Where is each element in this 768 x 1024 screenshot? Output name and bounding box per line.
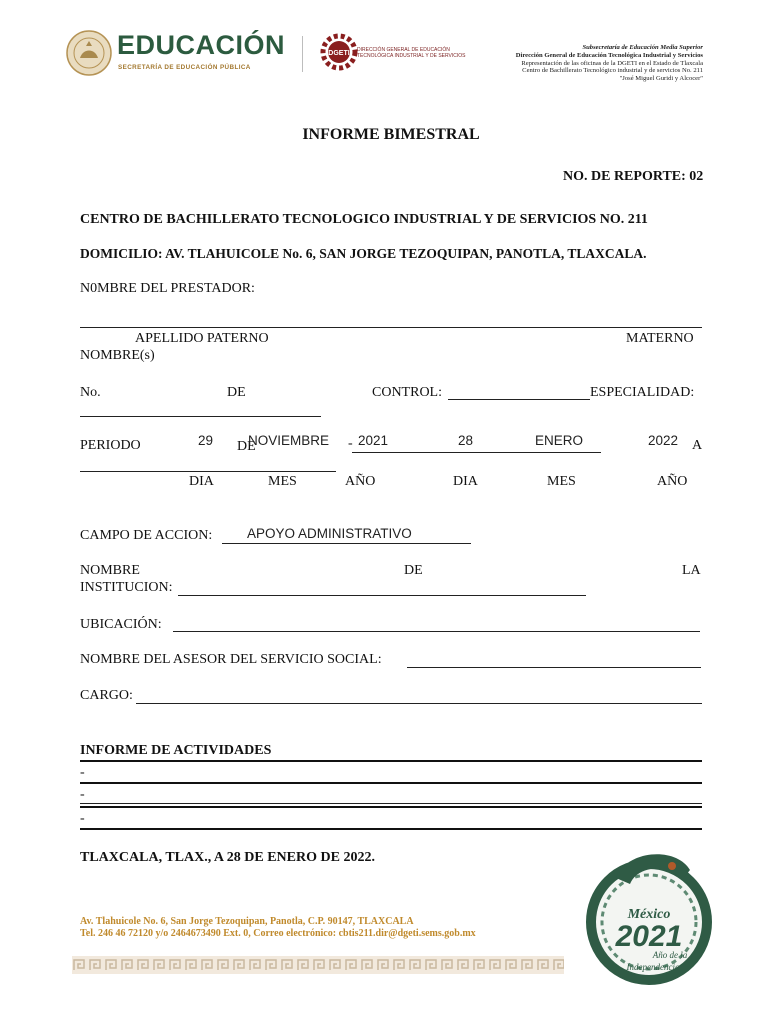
activity-line-2[interactable] [80,782,702,784]
campo-field-line [222,543,471,544]
campo-value[interactable]: APOYO ADMINISTRATIVO [247,526,412,541]
header-divider [302,36,303,72]
provider-name-line[interactable] [80,327,702,328]
activity-bullet-1: - [80,765,85,780]
nombre-la-label: LA [682,563,701,578]
report-number: NO. DE REPORTE: 02 [563,169,704,184]
nombres-label: NOMBRE(s) [80,348,155,363]
activity-line-3[interactable] [80,806,702,808]
dgeti-gear-icon [320,30,358,76]
dgeti-line-1: DIRECCIÓN GENERAL DE EDUCACIÓN [357,47,450,53]
footer-ornament [72,956,564,974]
serpent-emblem-icon [586,840,712,990]
period-start-line [352,452,601,453]
dia-label-1: DIA [189,474,214,489]
mexico-seal-icon [66,30,112,76]
no-label: No. [80,385,101,400]
cargo-field[interactable] [136,703,702,704]
emblem-year: 2021 [615,920,683,953]
emblem-tagline-1: Año de la [652,950,688,960]
anio-label-1: AÑO [345,474,376,489]
especialidad-label: ESPECIALIDAD: [590,385,695,400]
place-date: TLAXCALA, TLAX., A 28 DE ENERO DE 2022. [80,850,375,865]
greek-fret-pattern-icon [72,956,564,974]
end-day-value[interactable]: 28 [458,433,474,448]
mes-label-2: MES [547,474,576,489]
footer-line-1: Av. Tlahuicole No. 6, San Jorge Tezoquipan, Panotla, C.P. 90147, TLAXCALA [80,916,414,927]
nombre-label: NOMBRE [80,563,140,578]
ubicacion-label: UBICACIÓN: [80,617,162,632]
activity-line-4[interactable] [80,828,702,830]
informe-label: INFORME DE ACTIVIDADES [80,743,272,758]
anio-label-2: AÑO [657,474,688,489]
footer-address [80,916,580,940]
footer-line-2: Tel. 246 46 72120 y/o 2464673490 Ext. 0, Correo electrónico: cbtis211.dir@dgeti.sems.gob.mx [80,928,476,939]
especialidad-field[interactable] [80,416,321,417]
dgeti-line-2: TECNOLÓGICA INDUSTRIAL Y DE SERVICIOS [357,53,466,59]
period-dash: - [348,436,353,451]
control-label: CONTROL: [372,385,442,400]
emblem-word: México [627,907,671,922]
mes-label-1: MES [268,474,297,489]
header-right-line-3: Representación de las oficinas de la DGETI en el Estado de Tlaxcala [521,59,703,67]
dgeti-name [357,47,467,59]
dia-label-2: DIA [453,474,478,489]
activity-line-1[interactable] [80,760,702,762]
header-right-line-2: Dirección General de Educación Tecnológica Industrial y Servicios [515,51,703,59]
nombre-de-label: DE [404,563,423,578]
emblem-tagline-2: Independencia [626,962,680,972]
cargo-label: CARGO: [80,688,133,703]
activity-bullet-2: - [80,787,85,802]
dgeti-logo [320,30,358,76]
ubicacion-field[interactable] [173,631,700,632]
institucion-label: INSTITUCION: [80,580,173,595]
periodo-label: PERIODO [80,438,141,453]
institucion-field[interactable] [178,595,586,596]
campo-label: CAMPO DE ACCION: [80,528,213,543]
center-name: CENTRO DE BACHILLERATO TECNOLOGICO INDUSTRIAL Y DE SERVICIOS NO. 211 [80,212,648,227]
header-right-line-4: Centro de Bachillerato Tecnológico industrial y de servicios No. 211 [522,67,703,75]
brand-title: EDUCACIÓN [117,30,286,60]
start-month-value[interactable]: NOVIEMBRE [248,433,330,448]
header-right-info [470,44,703,83]
mexico-2021-emblem [586,840,712,990]
activity-bullet-3: - [80,811,85,826]
provider-label: N0MBRE DEL PRESTADOR: [80,281,255,296]
de-label: DE [227,385,246,400]
activity-line-3a [80,803,702,804]
start-year-value[interactable]: 2021 [358,433,389,448]
apellido-paterno-label: APELLIDO PATERNO [135,331,269,346]
address: DOMICILIO: AV. TLAHUICOLE No. 6, SAN JORGE TEZOQUIPAN, PANOTLA, TLAXCALA. [80,246,647,261]
header-right-line-5: "José Miguel Guridi y Alcocer" [619,75,703,83]
header-right-line-1: Subsecretaría de Educación Media Superior [582,44,703,51]
asesor-label: NOMBRE DEL ASESOR DEL SERVICIO SOCIAL: [80,652,382,667]
period-de-label: DE [237,439,256,454]
materno-label: MATERNO [626,331,694,346]
period-a-label: A [692,438,703,453]
sep-logo [66,30,112,76]
dgeti-logo-text: DGETI [328,50,350,57]
end-month-value[interactable]: ENERO [535,433,584,448]
document-title: INFORME BIMESTRAL [302,126,480,143]
brand-subtitle: SECRETARÍA DE EDUCACIÓN PÚBLICA [118,64,251,71]
asesor-field[interactable] [407,667,701,668]
control-number-field[interactable] [448,399,590,400]
start-day-value[interactable]: 29 [198,433,214,448]
period-end-line [80,471,336,472]
end-year-value[interactable]: 2022 [648,433,679,448]
